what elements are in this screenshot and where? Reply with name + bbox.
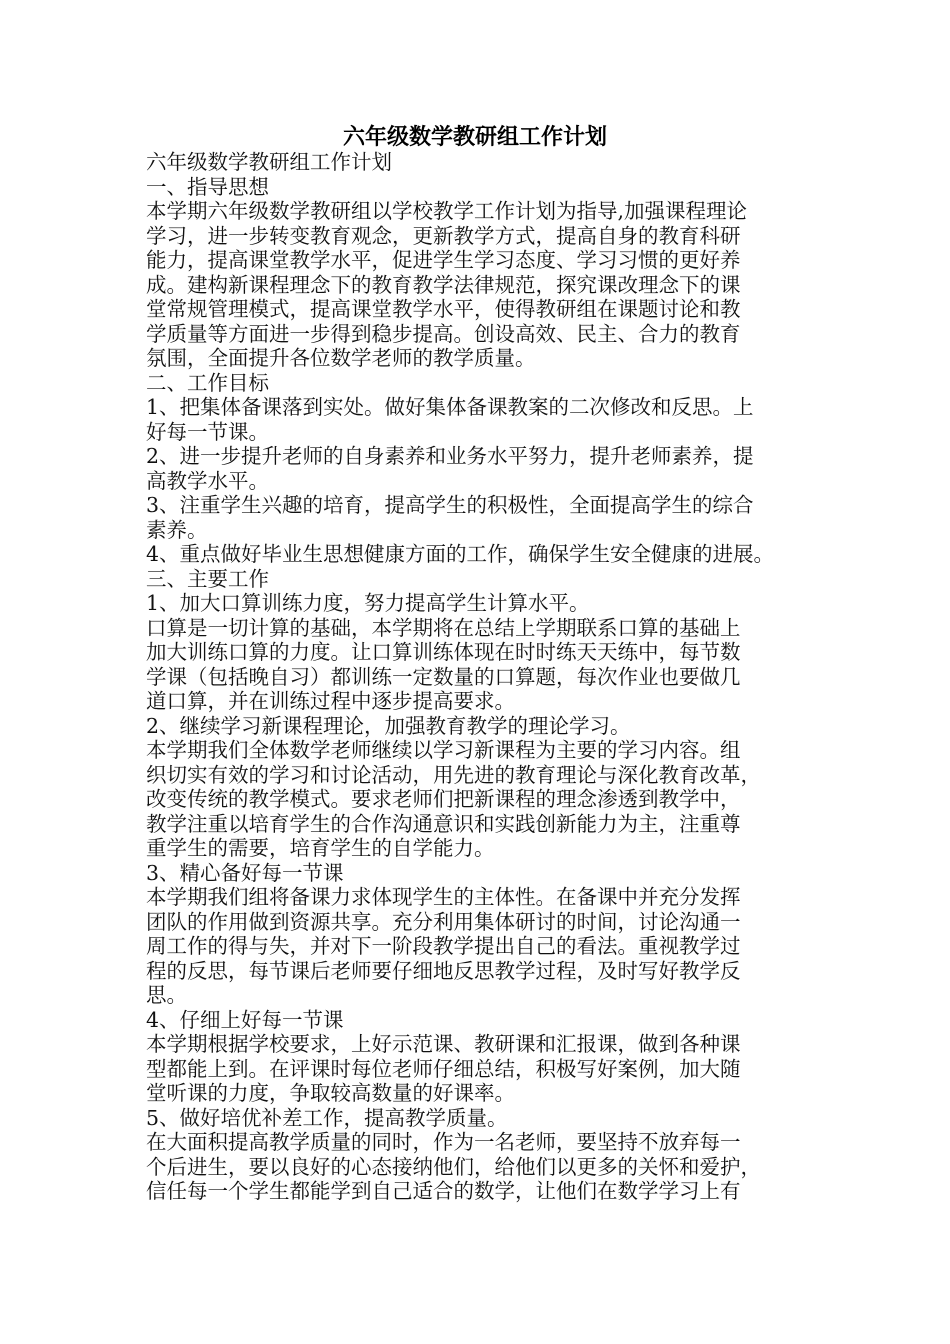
document-line: 团队的作用做到资源共享。充分利用集体研讨的时间，讨论沟通一 <box>146 909 741 934</box>
document-line: 高教学水平。 <box>146 468 269 493</box>
document-line: 能力，提高课堂教学水平，促进学生学习态度、学习习惯的更好养 <box>146 248 741 272</box>
document-line: 3、注重学生兴趣的培育，提高学生的积极性，全面提高学生的综合 <box>146 493 754 517</box>
document-line: 学课（包括晚自习）都训练一定数量的口算题，每次作业也要做几 <box>146 664 741 689</box>
document-line: 好每一节课。 <box>146 419 269 444</box>
document-line: 学质量等方面进一步得到稳步提高。创设高效、民主、合力的教育 <box>146 321 741 346</box>
document-line: 型都能上到。在评课时每位老师仔细总结，积极写好案例，加大随 <box>146 1056 741 1081</box>
document-line: 个后进生，要以良好的心态接纳他们，给他们以更多的关怀和爱护， <box>146 1154 761 1179</box>
document-line: 3、精心备好每一节课 <box>146 860 344 885</box>
document-body <box>146 150 836 1204</box>
document-line: 堂常规管理模式，提高课堂教学水平，使得教研组在课题讨论和教 <box>146 297 741 321</box>
document-title: 六年级数学教研组工作计划 <box>342 124 607 150</box>
document-line: 信任每一个学生都能学到自己适合的数学，让他们在数学学习上有 <box>146 1179 741 1203</box>
document-line: 成。建构新课程理念下的教育教学法律规范，探究课改理念下的课 <box>146 272 741 297</box>
document-line: 2、继续学习新课程理论，加强教育教学的理论学习。 <box>146 713 631 738</box>
document-line: 二、工作目标 <box>146 370 269 395</box>
document-line: 氛围，全面提升各位数学老师的教学质量。 <box>146 346 536 370</box>
document-line: 本学期根据学校要求，上好示范课、教研课和汇报课，做到各种课 <box>146 1032 741 1056</box>
document-line: 六年级数学教研组工作计划 <box>146 150 392 174</box>
document-line: 思。 <box>146 983 187 1007</box>
document-line: 5、做好培优补差工作，提高教学质量。 <box>146 1105 508 1130</box>
document-line: 本学期我们全体数学老师继续以学习新课程为主要的学习内容。组 <box>146 738 741 762</box>
document-line: 本学期我们组将备课力求体现学生的主体性。在备课中并充分发挥 <box>146 885 741 909</box>
document-line: 4、重点做好毕业生思想健康方面的工作，确保学生安全健康的进展。 <box>146 542 775 566</box>
document-line: 程的反思，每节课后老师要仔细地反思教学过程，及时写好教学反 <box>146 958 741 983</box>
document-line: 教学注重以培育学生的合作沟通意识和实践创新能力为主，注重尊 <box>146 811 741 836</box>
document-line: 加大训练口算的力度。让口算训练体现在时时练天天练中，每节数 <box>146 640 741 664</box>
document-line: 道口算，并在训练过程中逐步提高要求。 <box>146 689 515 713</box>
document-line: 口算是一切计算的基础，本学期将在总结上学期联系口算的基础上 <box>146 615 741 640</box>
document-line: 1、加大口算训练力度，努力提高学生计算水平。 <box>146 591 590 615</box>
document-line: 周工作的得与失，并对下一阶段教学提出自己的看法。重视教学过 <box>146 934 741 958</box>
document-line: 2、进一步提升老师的自身素养和业务水平努力，提升老师素养，提 <box>146 444 754 468</box>
document-line: 本学期六年级数学教研组以学校教学工作计划为指导,加强课程理论 <box>146 199 748 223</box>
document-line: 改变传统的教学模式。要求老师们把新课程的理念渗透到教学中， <box>146 787 741 811</box>
document-line: 1、把集体备课落到实处。做好集体备课教案的二次修改和反思。上 <box>146 395 754 419</box>
document-line: 重学生的需要，培育学生的自学能力。 <box>146 836 495 860</box>
document-line: 一、指导思想 <box>146 174 269 199</box>
document-line: 素养。 <box>146 517 208 542</box>
document-line: 三、主要工作 <box>146 566 269 591</box>
document-line: 堂听课的力度，争取较高数量的好课率。 <box>146 1081 515 1105</box>
document-line: 学习，进一步转变教育观念，更新教学方式，提高自身的教育科研 <box>146 223 741 248</box>
document-line: 在大面积提高教学质量的同时，作为一名老师，要坚持不放弃每一 <box>146 1130 741 1154</box>
document-line: 织切实有效的学习和讨论活动，用先进的教育理论与深化教育改革， <box>146 762 761 787</box>
document-line: 4、仔细上好每一节课 <box>146 1007 344 1032</box>
